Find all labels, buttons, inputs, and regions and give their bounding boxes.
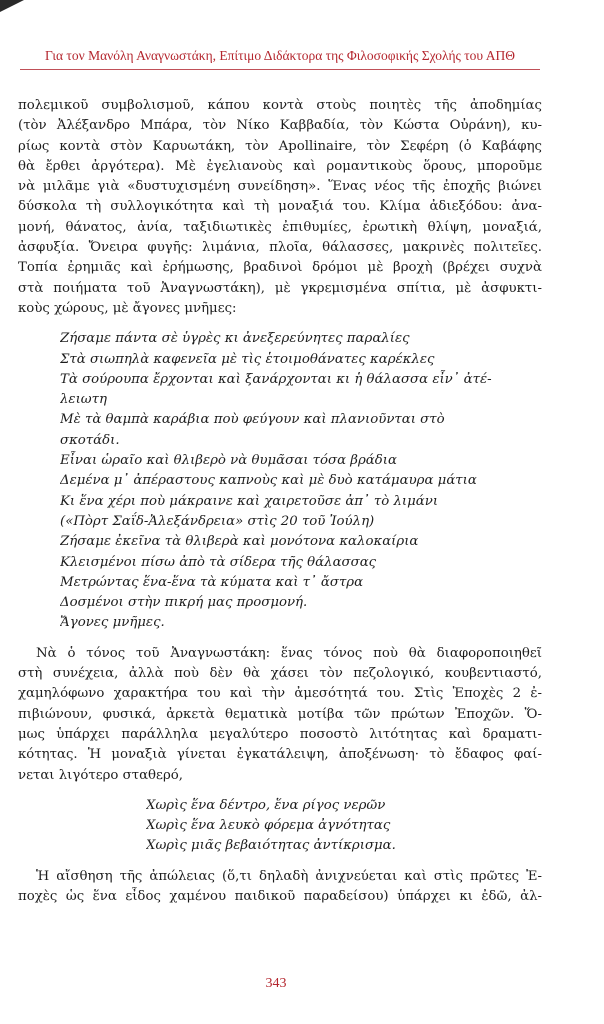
poem-line: Κλεισμένοι πίσω ἀπὸ τὰ σίδερα τῆς θάλασσας (60, 554, 377, 570)
poem-line: Τὰ σούρουπα ἔρχονται καὶ ξανάρχονται κι ἡ θάλασσα εἶν᾽ ἀτέ- (60, 371, 492, 387)
text-line: χαμηλόφωνο χαρακτήρα του καὶ τὴν ἀμεσότητά του. Στὶς Ἐποχὲς 2 ἐ- (18, 686, 542, 702)
body-text (18, 96, 542, 907)
poem-line: Δοσμένοι στὴν πικρή μας προσμονή. (60, 595, 308, 611)
text-line: θὰ ἔρθει ἀργότερα). Μὲ ἐγελιανοὺς καὶ ρομαντικοὺς ὅρους, μποροῦμε (18, 158, 542, 174)
page-number: 343 (265, 976, 287, 991)
text-line: στὰ ποιήματα τοῦ Ἀναγνωστάκη), μὲ γκρεμισμένα σπίτια, μὲ ἀσφυκτι- (18, 280, 542, 296)
text-line: στὴ συνέχεια, ἀλλὰ ποὺ δὲν θὰ χάσει τὸν πεζολογικό, κουβεντιαστό, (18, 666, 542, 682)
paragraph-2 (18, 644, 542, 786)
header-rule (20, 69, 540, 70)
poem-line: Χωρὶς μιᾶς βεβαιότητας ἀντίκρισμα. (146, 838, 396, 854)
text-line: ρίως κοντὰ στὸν Καρυωτάκη, τὸν Apollinaire, τὸν Σεφέρη (ὁ Καβάφης (18, 138, 542, 154)
poem-line: Ζήσαμε πάντα σὲ ὑγρὲς κι ἀνεξερεύνητες παραλίες (60, 331, 410, 347)
text-line: κότητας. Ἡ μοναξιὰ γίνεται ἐγκατάλειψη, ἀποξένωση· τὸ ἔδαφος φαί- (18, 747, 542, 763)
poem-line: Μὲ τὰ θαμπὰ καράβια ποὺ φεύγουν καὶ πλανιοῦνται στὸ (60, 412, 445, 428)
text-line: πιβιώνουν, φυσικά, ἀρκετὰ θεματικὰ μοτίβα τῶν πρώτων Ἐποχῶν. Ὅ- (18, 706, 542, 722)
text-line: νεται λιγότερο σταθερό, (18, 767, 183, 783)
text-line: Τοπία ἐρημιᾶς καὶ ἐρήμωσης, βραδινοὶ δρόμοι μὲ βροχὴ (βρέχει συχνὰ (18, 260, 542, 276)
text-line: (τὸν Ἀλέξανδρο Μπάρα, τὸν Νίκο Καββαδία, τὸν Κώστα Οὐράνη), κυ- (18, 118, 542, 134)
poem-line: Κι ἕνα χέρι ποὺ μάκραινε καὶ χαιρετοῦσε ἀπ᾽ τὸ λιμάνι (60, 493, 439, 509)
poem-line: Στὰ σιωπηλὰ καφενεῖα μὲ τὶς ἑτοιμοθάνατες καρέκλες (60, 351, 435, 367)
text-line: ποχὲς ὡς ἕνα εἶδος χαμένου παιδικοῦ παραδείσου) ὑπάρχει κι ἐδῶ, ἀλ- (18, 888, 542, 904)
corner-mark (0, 0, 24, 12)
paragraph-3 (18, 867, 542, 908)
poem-quote-2 (18, 796, 542, 857)
poem-line: Εἶναι ὡραῖο καὶ θλιβερὸ νὰ θυμᾶσαι τόσα βράδια (60, 453, 397, 469)
text-line: δύσκολα τὴ συλλογικότητα καὶ τὴ μοναξιά του. Κλίμα ἀδιεξόδου: ἀνα- (18, 199, 542, 215)
poem-line: σκοτάδι. (60, 432, 120, 448)
poem-line: («Πὸρτ Σαΐδ-Ἀλεξάνδρεια» στὶς 20 τοῦ Ἰούλη) (60, 513, 375, 529)
poem-line: Χωρὶς ἕνα λευκὸ φόρεμα ἀγνότητας (146, 818, 391, 834)
text-line: κοὺς χώρους, μὲ ἄγονες μνῆμες: (18, 300, 237, 316)
poem-quote-1 (18, 329, 542, 633)
poem-line: Ζήσαμε ἐκεῖνα τὰ θλιβερὰ καὶ μονότονα καλοκαίρια (60, 534, 419, 550)
poem-line: λειωτη (60, 392, 107, 408)
poem-line: Μετρώντας ἕνα-ἕνα τὰ κύματα καὶ τ᾽ ἄστρα (60, 574, 364, 590)
paragraph-1 (18, 96, 542, 319)
text-line: μως ὑπάρχει παράλληλα μεγαλύτερο ποσοστὸ λιτότητας καὶ δραματι- (18, 726, 542, 742)
text-line: νὰ μιλᾶμε γιὰ «δυστυχισμένη συνείδηση». Ἕνας νέος τῆς ἐποχῆς βιώνει (18, 179, 542, 195)
poem-line: Δεμένα μ᾽ ἀπέραστους καπνοὺς καὶ μὲ δυὸ κατάμαυρα μάτια (60, 473, 477, 489)
text-line: πολεμικοῦ συμβολισμοῦ, κάπου κοντὰ στοὺς ποιητὲς τῆς ἀποδημίας (18, 98, 542, 113)
poem-line: Ἄγονες μνῆμες. (60, 615, 165, 631)
text-line: Νὰ ὁ τόνος τοῦ Ἀναγνωστάκη: ἕνας τόνος ποὺ θὰ διαφοροποιηθεῖ (36, 645, 542, 661)
text-line: Ἡ αἴσθηση τῆς ἀπώλειας (ὅ,τι δηλαδὴ ἀνιχνεύεται καὶ στὶς πρῶτες Ἐ- (36, 868, 542, 884)
running-head: Για τον Μανόλη Αναγνωστάκη, Επίτιμο Διδάκτορα της Φιλοσοφικής Σχολής του ΑΠΘ (45, 48, 515, 63)
text-line: ἀσφυξία. Ὄνειρα φυγῆς: λιμάνια, πλοῖα, θάλασσες, μακρινὲς πολιτεῖες. (18, 240, 542, 256)
text-line: μονή, θάνατος, ἀνία, ταξιδιωτικὲς ἐπιθυμίες, ἐρωτικὴ θλίψη, μοναξιά, (18, 219, 542, 235)
poem-line: Χωρὶς ἕνα δέντρο, ἕνα ρίγος νερῶν (146, 797, 386, 813)
